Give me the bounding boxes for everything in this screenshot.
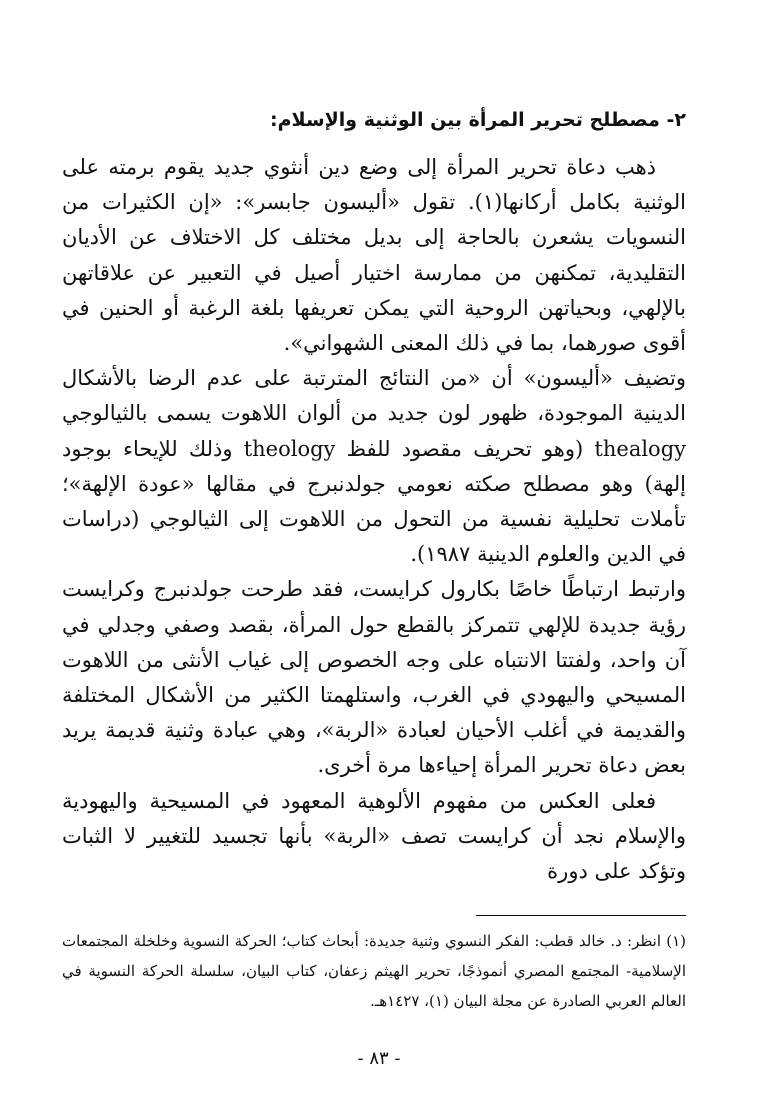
body-text: [62, 150, 686, 889]
footnote-separator: [476, 915, 686, 916]
paragraph: ذهب دعاة تحرير المرأة إلى وضع دين أنثوي جديد يقوم برمته على الوثنية بكامل أركانها(١). تقول «أليسون جابسر»: «إن الكثيرات من النسويات يشعرن بالحاجة إلى بديل مختلف كل الاختلاف عن الأديان التقليدية، تمكنهن من ممارسة اختيار أصيل في التعبير عن علاقاتهن بالإلهي، وبحياتهن الروحية التي يمكن تعريفها بلغة الرغبة أو الحنين في أقوى صورهما، بما في ذلك المعنى الشهواني».: [62, 155, 686, 356]
paragraph: وارتبط ارتباطًا خاصًا بكارول كرايست، فقد طرحت جولدنبرج وكرايست رؤية جديدة للإلهي تتمركز بالقطع حول المرأة، بقصد وصفي وجدلي في آن واحد، ولفتتا الانتباه على وجه الخصوص إلى غياب الأنثى من اللاهوت المسيحي واليهودي في الغرب، واستلهمتا الكثير من الأشكال المختلفة والقديمة في أغلب الأحيان لعبادة «الربة»، وهي عبادة وثنية قديمة يريد بعض دعاة تحرير المرأة إحياءها مرة أخرى.: [62, 577, 686, 778]
paragraph: فعلى العكس من مفهوم الألوهية المعهود في المسيحية واليهودية والإسلام نجد أن كرايست تصف «الربة» بأنها تجسيد للتغيير لا الثبات وتؤكد على دورة: [62, 788, 686, 884]
footnote: [62, 926, 686, 1016]
section-heading: ٢- مصطلح تحرير المرأة بين الوثنية والإسلام:: [270, 109, 686, 131]
page-number: - ٨٣ -: [357, 1048, 401, 1069]
footnote-text: (١) انظر: د. خالد قطب: الفكر النسوي وثنية جديدة: أبحاث كتاب؛ الحركة النسوية وخلخلة المجتمعات الإسلامية- المجتمع المصري أنموذجًا، تحرير الهيثم زعفان، كتاب البيان، سلسلة الحركة النسوية في العالم العربي الصادرة عن مجلة البيان (١)، ١٤٢٧هـ.: [62, 932, 686, 1010]
paragraph: وتضيف «أليسون» أن «من النتائج المترتبة على عدم الرضا بالأشكال الدينية الموجودة، ظهور لون جديد من ألوان اللاهوت يسمى بالثيالوجي thealogy (وهو تحريف مقصود للفظ theology وذلك للإيحاء بوجود إلهة) وهو مصطلح صكته نعومي جولدنبرج في مقالها «عودة الإلهة»؛ تأملات تحليلية نفسية من التحول من اللاهوت إلى الثيالوجي (دراسات في الدين والعلوم الدينية ١٩٨٧).: [62, 366, 686, 567]
